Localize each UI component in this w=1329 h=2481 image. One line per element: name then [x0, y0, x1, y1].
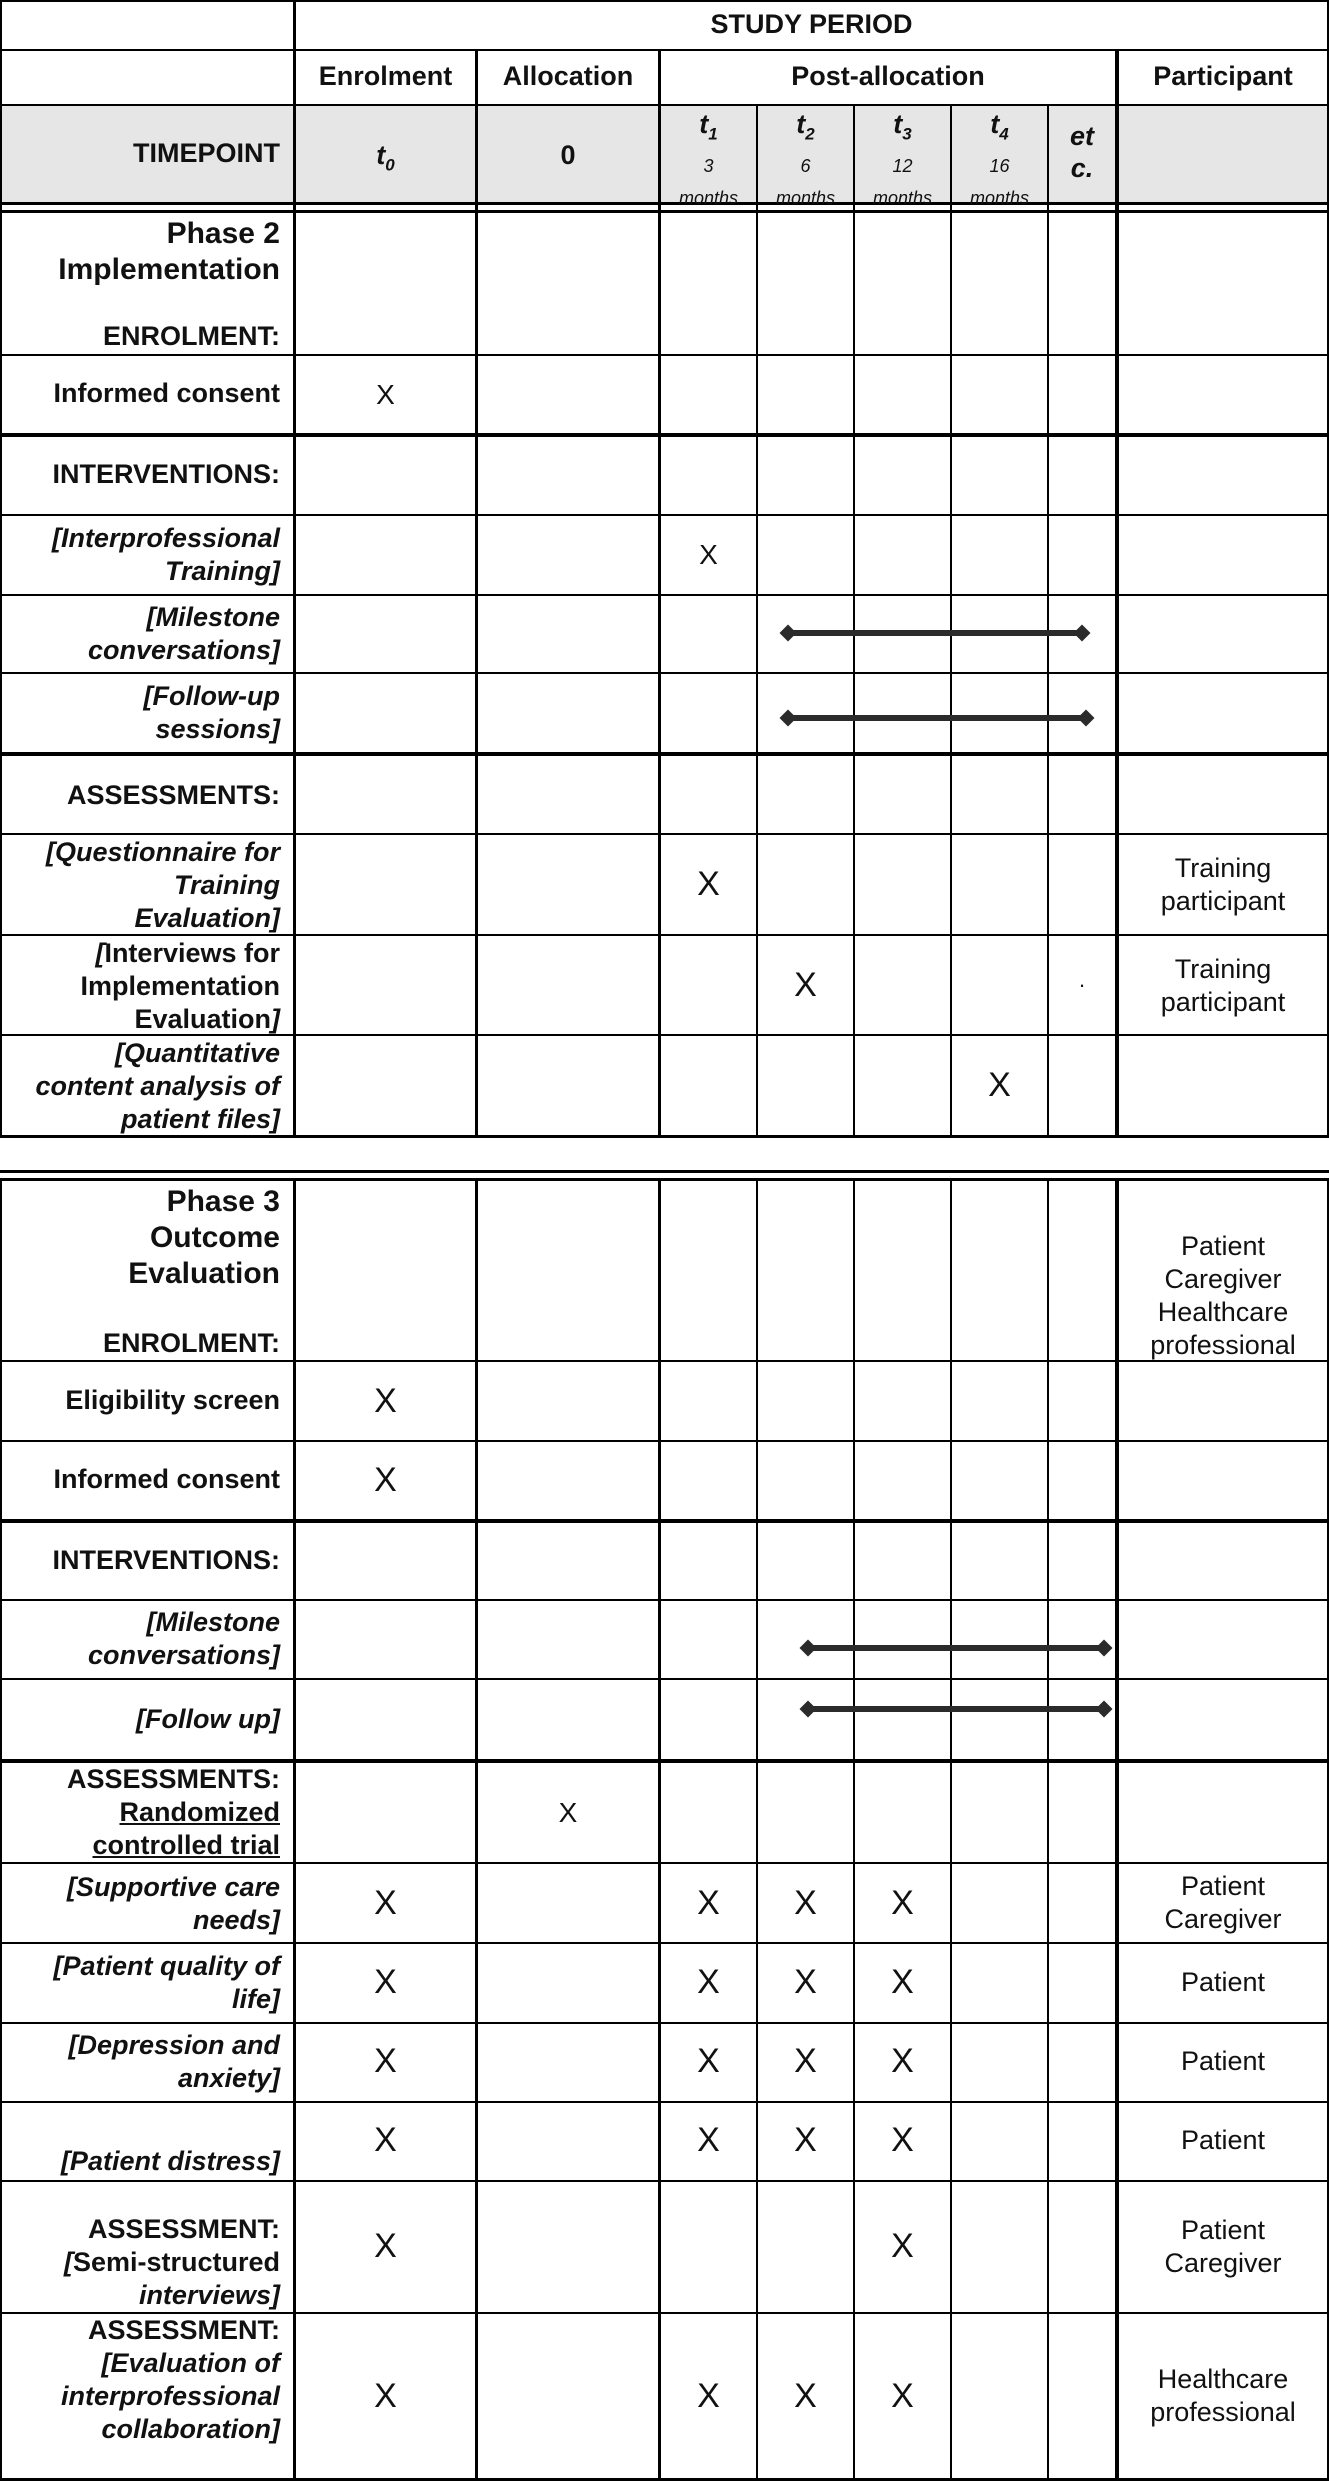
post-allocation-header: Post-allocation: [791, 61, 985, 91]
dep-mark-t1: X: [697, 2042, 720, 2080]
scn-mark-t0: X: [374, 1884, 397, 1922]
dep-mark-t0: X: [374, 2042, 397, 2080]
phase3-interventions-label: INTERVENTIONS:: [52, 1545, 280, 1575]
ssi-mark-t3: X: [891, 2227, 914, 2265]
phase3-follow-up: [Follow up]: [136, 1704, 280, 1734]
phase2-followup-bar: [788, 715, 1086, 721]
phase2-questionnaire-mark: X: [697, 865, 720, 903]
pqol-mark-t2: X: [794, 1963, 817, 2001]
phase3-supportive-care-needs: [Supportive care needs]: [66, 1872, 280, 1935]
phase3-semi-structured-interviews: ASSESSMENT: [Semi-structured interviews]: [63, 2214, 280, 2310]
pqol-participant: Patient: [1180, 1967, 1266, 1997]
phase2-milestone-end-diamond: [1074, 625, 1091, 642]
phase2-followup-sessions: [Follow-up sessions]: [143, 681, 280, 744]
timepoint-t0: $t_0$: [376, 140, 395, 175]
phase3-milestone-start-diamond: [800, 1640, 817, 1657]
phase2-interviews-mark: X: [794, 966, 817, 1004]
eic-mark-t1: X: [697, 2377, 720, 2415]
timepoint-etc: et c.: [1069, 121, 1094, 183]
timepoint-label: TIMEPOINT: [133, 138, 280, 168]
phase3-followup-start-diamond: [800, 1701, 817, 1718]
phase3-patient-quality-of-life: [Patient quality of life]: [53, 1951, 280, 2014]
phase2-interviews-etc-dot: ·: [1078, 972, 1086, 997]
timepoint-t4: $t_4$ 16 months: [969, 109, 1030, 209]
phase3-informed-consent-mark: X: [374, 1461, 397, 1499]
phase2-interviews-participant: Training participant: [1160, 954, 1286, 1017]
phase3-enrolment-label: ENROLMENT:: [103, 1328, 280, 1358]
dist-mark-t0: X: [374, 2121, 397, 2159]
timepoint-t2: $t_2$ 6 months: [775, 109, 836, 209]
scn-mark-t2: X: [794, 1884, 817, 1922]
phase2-interventions-label: INTERVENTIONS:: [52, 459, 280, 489]
eic-mark-t0: X: [374, 2377, 397, 2415]
phase2-questionnaire-participant: Training participant: [1160, 853, 1286, 916]
pqol-mark-t3: X: [891, 1963, 914, 2001]
phase2-informed-consent-mark: X: [376, 379, 395, 410]
scn-mark-t3: X: [891, 1884, 914, 1922]
timepoint-t3: $t_3$ 12 months: [872, 109, 933, 209]
phase2-quantitative-content-analysis: [Quantitative content analysis of patient files]: [35, 1038, 280, 1134]
pqol-mark-t1: X: [697, 1963, 720, 2001]
participant-header: Participant: [1153, 61, 1293, 91]
phase2-qca-mark: X: [988, 1066, 1011, 1104]
phase3-followup-end-diamond: [1096, 1701, 1113, 1718]
dist-mark-t1: X: [697, 2121, 720, 2159]
phase2-ipt-mark: X: [699, 539, 718, 570]
phase3-milestone-conversations: [Milestone conversations]: [87, 1607, 280, 1670]
dist-participant: Patient: [1180, 2125, 1266, 2155]
phase3-milestone-end-diamond: [1096, 1640, 1113, 1657]
phase3-assessments-rct: ASSESSMENTS: Randomized controlled trial: [66, 1764, 280, 1860]
phase3-patient-distress: [Patient distress]: [60, 2146, 280, 2176]
phase2-milestone-conversations: [Milestone conversations]: [87, 602, 280, 665]
ssi-mark-t0: X: [374, 2227, 397, 2265]
dist-mark-t3: X: [891, 2121, 914, 2159]
timepoint-t1: $t_1$ 3 months: [678, 109, 739, 209]
study-period-header: STUDY PERIOD: [710, 9, 913, 39]
phase3-depression-anxiety: [Depression and anxiety]: [68, 2030, 280, 2093]
dep-mark-t3: X: [891, 2042, 914, 2080]
eic-participant: Healthcare professional: [1150, 2364, 1296, 2427]
phase2-followup-start-diamond: [780, 710, 797, 727]
eic-mark-t3: X: [891, 2377, 914, 2415]
enrolment-header: Enrolment: [318, 61, 453, 91]
pqol-mark-t0: X: [374, 1963, 397, 2001]
eic-mark-t2: X: [794, 2377, 817, 2415]
phase2-interprofessional-training: [Interprofessional Training]: [51, 523, 280, 586]
allocation-header: Allocation: [502, 61, 634, 91]
phase2-interviews-implementation-evaluation: [Interviews for Implementation Evaluation]: [80, 938, 280, 1034]
phase3-informed-consent: Informed consent: [53, 1464, 280, 1494]
phase3-rct-allocation-mark: X: [558, 1797, 578, 1828]
phase2-questionnaire-training-evaluation: [Questionnaire for Training Evaluation]: [45, 837, 280, 933]
dist-mark-t2: X: [794, 2121, 817, 2159]
ssi-participant: Patient Caregiver: [1164, 2215, 1282, 2278]
phase2-followup-end-diamond: [1078, 710, 1095, 727]
phase2-milestone-bar: [788, 630, 1082, 636]
phase2-enrolment-label: ENROLMENT:: [103, 321, 280, 351]
dep-participant: Patient: [1180, 2046, 1266, 2076]
phase3-enrolment-participants: Patient Caregiver Healthcare professional: [1150, 1231, 1296, 1360]
phase2-title: Phase 2 Implementation: [58, 217, 280, 286]
phase3-evaluation-interprofessional-collaboration: ASSESSMENT: [Evaluation of interprofessional collaboration]: [60, 2315, 280, 2444]
phase3-followup-bar: [808, 1706, 1104, 1712]
phase2-assessments-label: ASSESSMENTS:: [66, 780, 280, 810]
phase3-eligibility-mark: X: [374, 1382, 397, 1420]
phase3-milestone-bar: [808, 1645, 1104, 1651]
phase2-milestone-start-diamond: [780, 625, 797, 642]
dep-mark-t2: X: [794, 2042, 817, 2080]
timepoint-allocation: 0: [560, 140, 576, 170]
scn-participant: Patient Caregiver: [1164, 1871, 1282, 1934]
phase3-title: Phase 3 Outcome Evaluation: [128, 1185, 280, 1290]
phase3-eligibility-screen: Eligibility screen: [65, 1385, 280, 1415]
phase2-informed-consent: Informed consent: [53, 378, 280, 408]
scn-mark-t1: X: [697, 1884, 720, 1922]
